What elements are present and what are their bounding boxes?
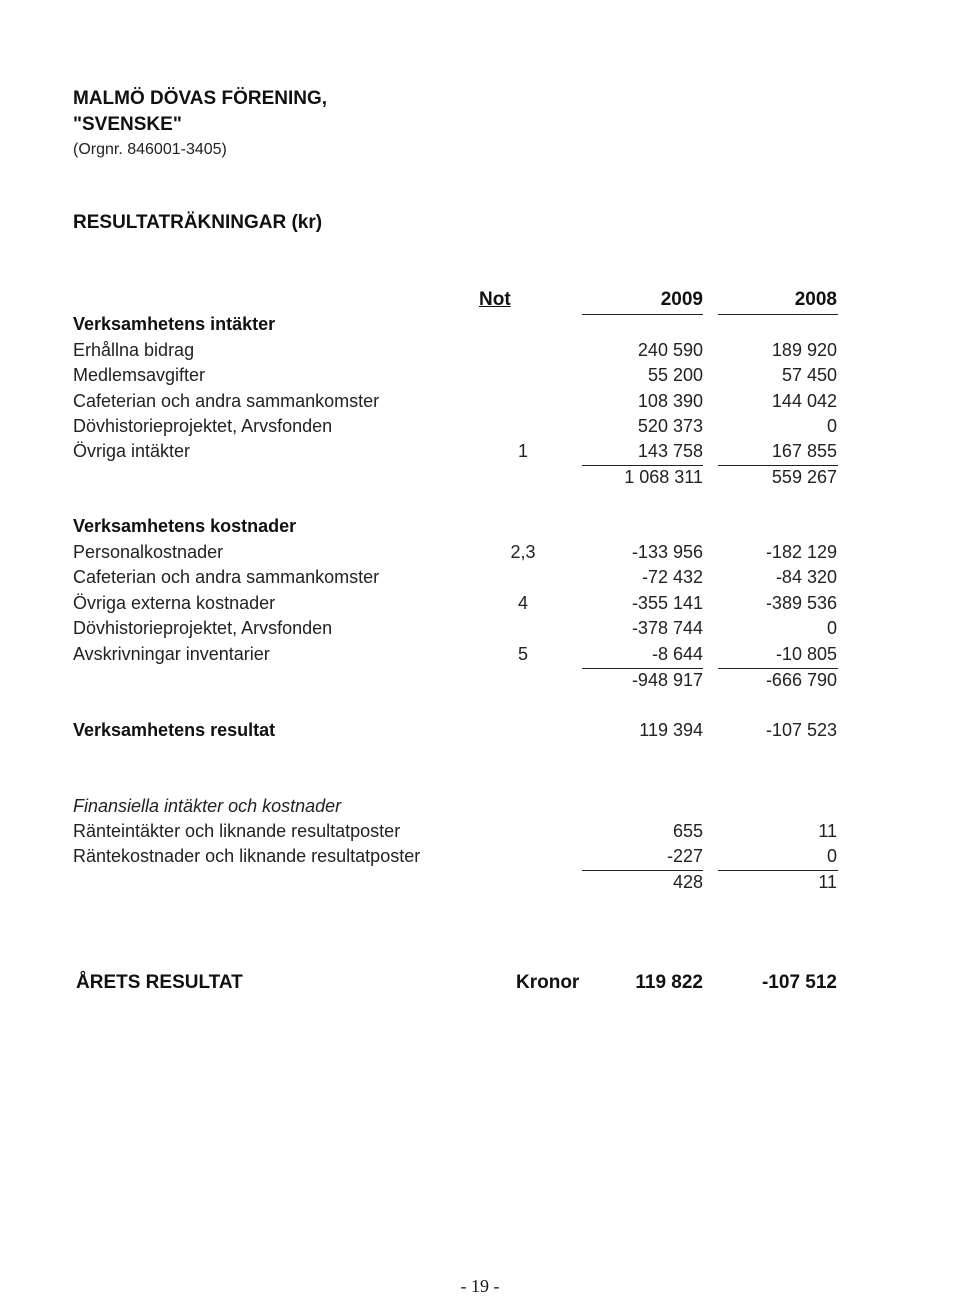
row-value-2009: 240 590: [637, 340, 703, 360]
table-row: [73, 365, 853, 389]
row-label: Räntekostnader och liknande resultatposter: [73, 846, 421, 866]
subtotal-rule-2009: [582, 668, 703, 669]
row-label: Personalkostnader: [73, 542, 224, 562]
income-total-2009: 1 068 311: [624, 467, 703, 487]
row-value-2008: 57 450: [781, 365, 837, 385]
table-row: [73, 391, 853, 415]
year-result-2009: 119 822: [635, 972, 703, 993]
row-value-2009: 143 758: [637, 441, 703, 461]
row-label: Övriga externa kostnader: [73, 593, 276, 613]
subtotal-row: [73, 872, 853, 896]
row-label: Ränteintäkter och liknande resultatposter: [73, 821, 401, 841]
table-row: [73, 593, 853, 617]
subtotal-rule-2008: [718, 465, 838, 466]
operating-result-label: Verksamhetens resultat: [73, 720, 276, 740]
column-header-2008: 2008: [794, 289, 837, 310]
table-row: [73, 618, 853, 642]
table-row: [73, 644, 853, 668]
row-value-2009: 655: [672, 821, 703, 841]
subtotal-rule-2009: [582, 465, 703, 466]
row-value-2008: 144 042: [771, 391, 837, 411]
income-total-2008: 559 267: [771, 467, 837, 487]
year-result-unit: Kronor: [516, 972, 580, 993]
row-value-2008: 0: [826, 416, 837, 436]
financial-heading: Finansiella intäkter och kostnader: [73, 796, 342, 816]
row-value-2008: -182 129: [765, 542, 837, 562]
table-row: [73, 567, 853, 591]
row-value-2008: -84 320: [775, 567, 837, 587]
row-value-2009: 55 200: [647, 365, 703, 385]
row-value-2009: -133 956: [631, 542, 703, 562]
row-value-2008: 167 855: [771, 441, 837, 461]
row-value-2009: 520 373: [637, 416, 703, 436]
section-heading-costs: [73, 516, 853, 540]
table-row: [73, 340, 853, 364]
row-label: Avskrivningar inventarier: [73, 644, 270, 664]
row-value-2008: 11: [818, 821, 837, 841]
page-number: - 19 -: [460, 1276, 500, 1296]
costs-heading: Verksamhetens kostnader: [73, 516, 297, 536]
row-value-2009: -378 744: [631, 618, 703, 638]
income-heading: Verksamhetens intäkter: [73, 314, 276, 334]
table-row: [73, 416, 853, 440]
section-heading-financial: [73, 796, 853, 820]
table-row: [73, 441, 853, 465]
row-value-2008: 0: [826, 846, 837, 866]
row-label: Övriga intäkter: [73, 441, 191, 461]
row-value-2008: -389 536: [765, 593, 837, 613]
column-header-note: Not: [479, 289, 511, 310]
organization-name-line2: "SVENSKE": [73, 114, 182, 135]
year-result-label: ÅRETS RESULTAT: [76, 972, 243, 993]
organization-number: (Orgnr. 846001-3405): [73, 141, 227, 158]
row-note: 2,3: [510, 542, 536, 562]
row-note: 4: [517, 593, 528, 613]
row-note: 1: [517, 441, 528, 461]
row-note: 5: [517, 644, 528, 664]
year-result-2008: -107 512: [761, 972, 837, 993]
row-value-2009: -227: [666, 846, 703, 866]
table-row: [73, 542, 853, 566]
statement-title: RESULTATRÄKNINGAR (kr): [73, 212, 323, 233]
row-value-2009: 108 390: [637, 391, 703, 411]
costs-total-2009: -948 917: [631, 670, 703, 690]
row-value-2008: -10 805: [775, 644, 837, 664]
row-label: Cafeterian och andra sammankomster: [73, 391, 380, 411]
section-heading-income: [73, 314, 853, 338]
operating-result-2009: 119 394: [639, 720, 703, 740]
costs-total-2008: -666 790: [765, 670, 837, 690]
table-row: [73, 846, 853, 870]
subtotal-row: [73, 467, 853, 491]
table-row: [73, 821, 853, 845]
row-value-2009: -72 432: [641, 567, 703, 587]
operating-result-row: [73, 720, 853, 744]
subtotal-row: [73, 670, 853, 694]
row-label: Medlemsavgifter: [73, 365, 206, 385]
subtotal-rule-2009: [582, 870, 703, 871]
row-label: Erhållna bidrag: [73, 340, 195, 360]
column-header-2009: 2009: [660, 289, 703, 310]
financial-total-2008: 11: [818, 872, 837, 892]
row-value-2009: -355 141: [631, 593, 703, 613]
row-value-2008: 0: [826, 618, 837, 638]
row-value-2008: 189 920: [771, 340, 837, 360]
subtotal-rule-2008: [718, 870, 838, 871]
financial-total-2009: 428: [672, 872, 703, 892]
row-label: Cafeterian och andra sammankomster: [73, 567, 380, 587]
row-value-2009: -8 644: [651, 644, 703, 664]
row-label: Dövhistorieprojektet, Arvsfonden: [73, 416, 333, 436]
organization-name: MALMÖ DÖVAS FÖRENING,: [73, 88, 328, 109]
subtotal-rule-2008: [718, 668, 838, 669]
operating-result-2008: -107 523: [765, 720, 837, 740]
row-label: Dövhistorieprojektet, Arvsfonden: [73, 618, 333, 638]
